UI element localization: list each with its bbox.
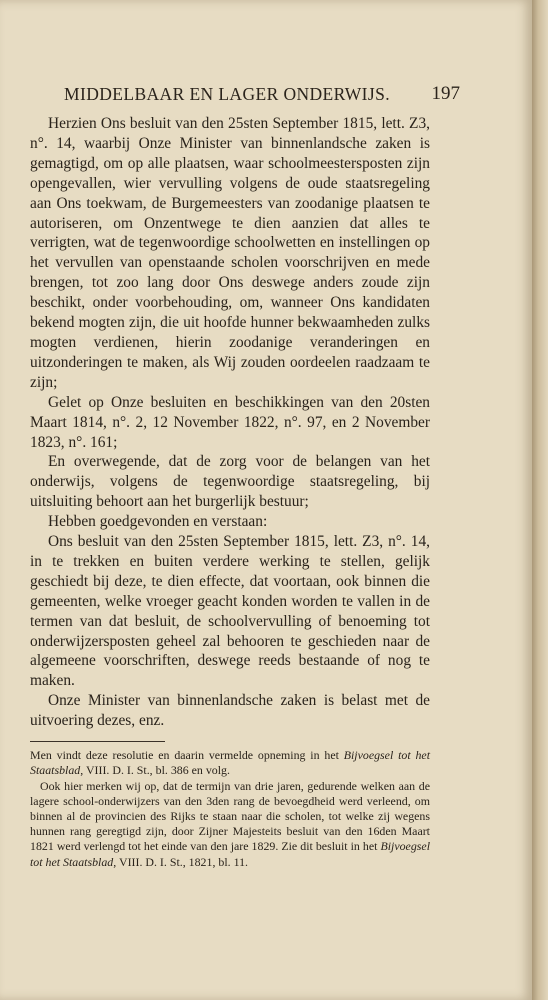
footnote-2-ref: , VIII. D. I. St., 1821, bl. 11. (113, 854, 249, 869)
paragraph-overwegende: En overwegende, dat de zorg voor de belangen van het onderwijs, volgens de tegenwoordige staatsregeling, bij uitsluiting behoort aan het burgerlijk bestuur; (30, 453, 430, 511)
footnote-2-title: Bijvoegsel tot het Staatsblad (30, 839, 430, 869)
footnote-1-ref: , VIII. D. I. St., bl. 386 en volg. (80, 763, 230, 778)
footnote-rule (30, 741, 165, 742)
page-header (64, 84, 460, 108)
paragraph-besluit: Ons besluit van den 25sten September 1815, lett. Z3, n°. 14, in te trekken en buiten verdere werking te stellen, gelijk geschiedt bij deze, te dien effecte, dat voortaan, ook binnen die gemeenten, welke vroeger geacht konden worden te vallen in de termen van dat besluit, de schoolvervulling of benoeming tot onderwijzersposten geheel zal behooren te geschieden naar de algemeene voorschriften, deswege reeds bestaande of nog te maken. (30, 533, 430, 690)
footnote-2-text: Ook hier merken wij op, dat de termijn van drie jaren, gedurende welken aan de lagere school-onderwijzers van den 3den rang de bevoegdheid werd verleend, om binnen al de provincien des Rijks te staan naar die scholen, tot welke zij wegens hunnen rang geregtigd zijn, door Zijner Majesteits besluit van den 16den Maart 1821 werd verlengd tot het einde van den jare 1829. Zie dit besluit in het (30, 778, 430, 854)
footnotes (30, 748, 430, 870)
paragraph-hebben: Hebben goedgevonden en verstaan: (48, 513, 268, 531)
paragraph-gelet: Gelet op Onze besluiten en beschikkingen van den 20sten Maart 1814, n°. 2, 12 November 1822, n°. 97, en 2 November 1823, n°. 161; (30, 393, 430, 451)
footnote-1 (30, 748, 430, 778)
footnote-1-title: Bijvoegsel tot het Staatsblad (30, 748, 430, 778)
page-number: 197 (431, 83, 460, 104)
running-head: MIDDELBAAR EN LAGER ONDERWIJS. (64, 84, 391, 104)
footnote-1-text: Men vindt deze resolutie en daarin vermelde opneming in het (30, 748, 344, 763)
paragraph-herzien: Herzien Ons besluit van den 25sten September 1815, lett. Z3, n°. 14, waarbij Onze Minister van binnenlandsche zaken is gemagtigd, om op alle plaatsen, waar schoolmeestersposten zijn opengevallen, wier vervulling volgens de oude staatsregeling aan Ons toekwam, de Burgemeesters van zoodanige plaatsen te autoriseren, om Onzentwege te dien aanzien dat alles te verrigten, wat de tegenwoordige schoolwetten en instellingen op het vervullen van openstaande scholen voorschrijven en mede brengen, tot zoo lang door Ons deswege anders zoude zijn beschikt, onder voorbehouding, om, wanneer Ons kandidaten bekend mogten zijn, die uit hoofde hunner bekwaamheden zulks mogten verdienen, hierin zoodanige veranderingen en uitzonderingen te maken, als Wij zouden oordeelen raadzaam te zijn; (30, 115, 430, 391)
main-text (30, 114, 430, 731)
page-gutter (532, 0, 548, 1000)
text-block (30, 83, 460, 870)
footnote-2 (30, 779, 430, 870)
paragraph-minister: Onze Minister van binnenlandsche zaken is belast met de uitvoering dezes, enz. (30, 692, 430, 730)
